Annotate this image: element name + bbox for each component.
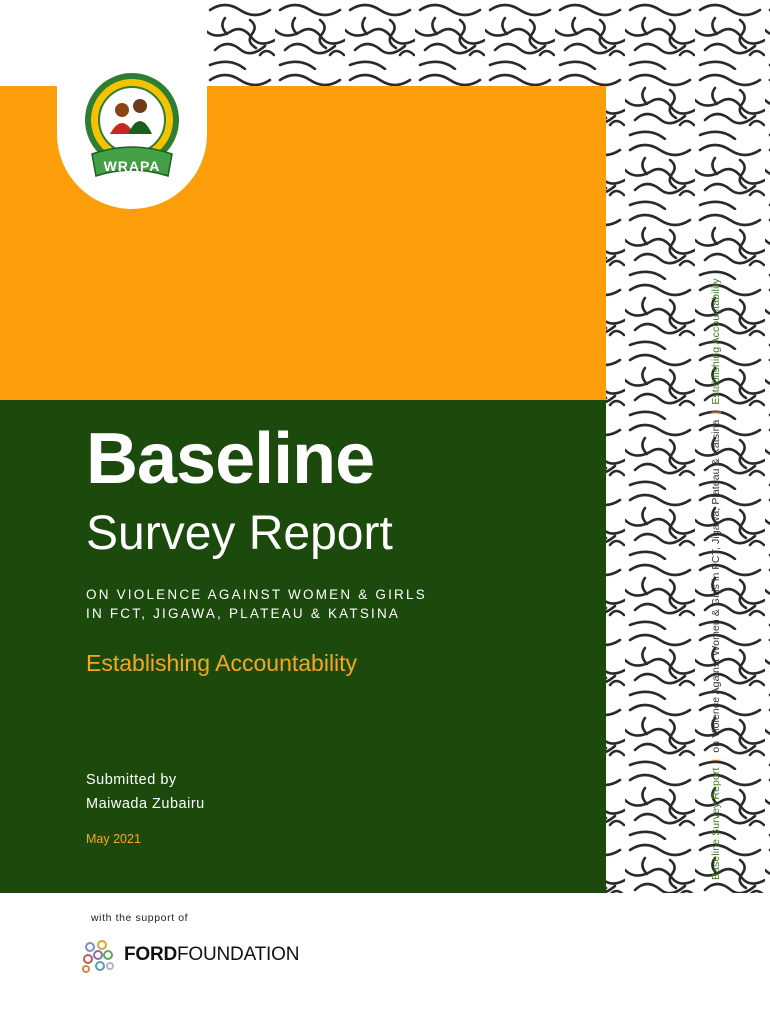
title-survey-report: Survey Report xyxy=(86,507,393,560)
submitted-label: Submitted by xyxy=(86,772,177,788)
report-date: May 2021 xyxy=(86,832,141,846)
ford-foundation-logo xyxy=(80,937,299,973)
subtitle-line-2: IN FCT, JIGAWA, PLATEAU & KATSINA xyxy=(86,606,401,621)
support-label: with the support of xyxy=(91,912,189,924)
ford-foundation-mark-icon xyxy=(80,937,116,973)
ford-word-rest: FOUNDATION xyxy=(177,944,300,965)
spine-text xyxy=(710,278,722,880)
subtitle-line-1: ON VIOLENCE AGAINST WOMEN & GIRLS xyxy=(86,587,427,602)
spine-title: Baseline Survey Report xyxy=(710,767,722,880)
tagline: Establishing Accountability xyxy=(86,650,358,676)
author-name: Maiwada Zubairu xyxy=(86,796,205,812)
ford-word-bold: FORD xyxy=(124,944,178,965)
spine-tagline: Establishing Accountability xyxy=(710,278,722,405)
spine-subtitle: on Violence Against Women & Girls in FCT, Jigawa, Plateau & Katsina xyxy=(710,419,722,753)
submitted-block xyxy=(86,768,205,816)
title-baseline: Baseline xyxy=(86,419,375,499)
spine-separator-1: | xyxy=(710,758,722,762)
wrapa-seal-icon xyxy=(82,72,182,184)
report-subtitle xyxy=(86,585,427,623)
spine-separator-2: | xyxy=(710,410,722,414)
wrapa-logo-text: WRAPA xyxy=(103,158,161,174)
ford-foundation-name xyxy=(124,944,299,966)
